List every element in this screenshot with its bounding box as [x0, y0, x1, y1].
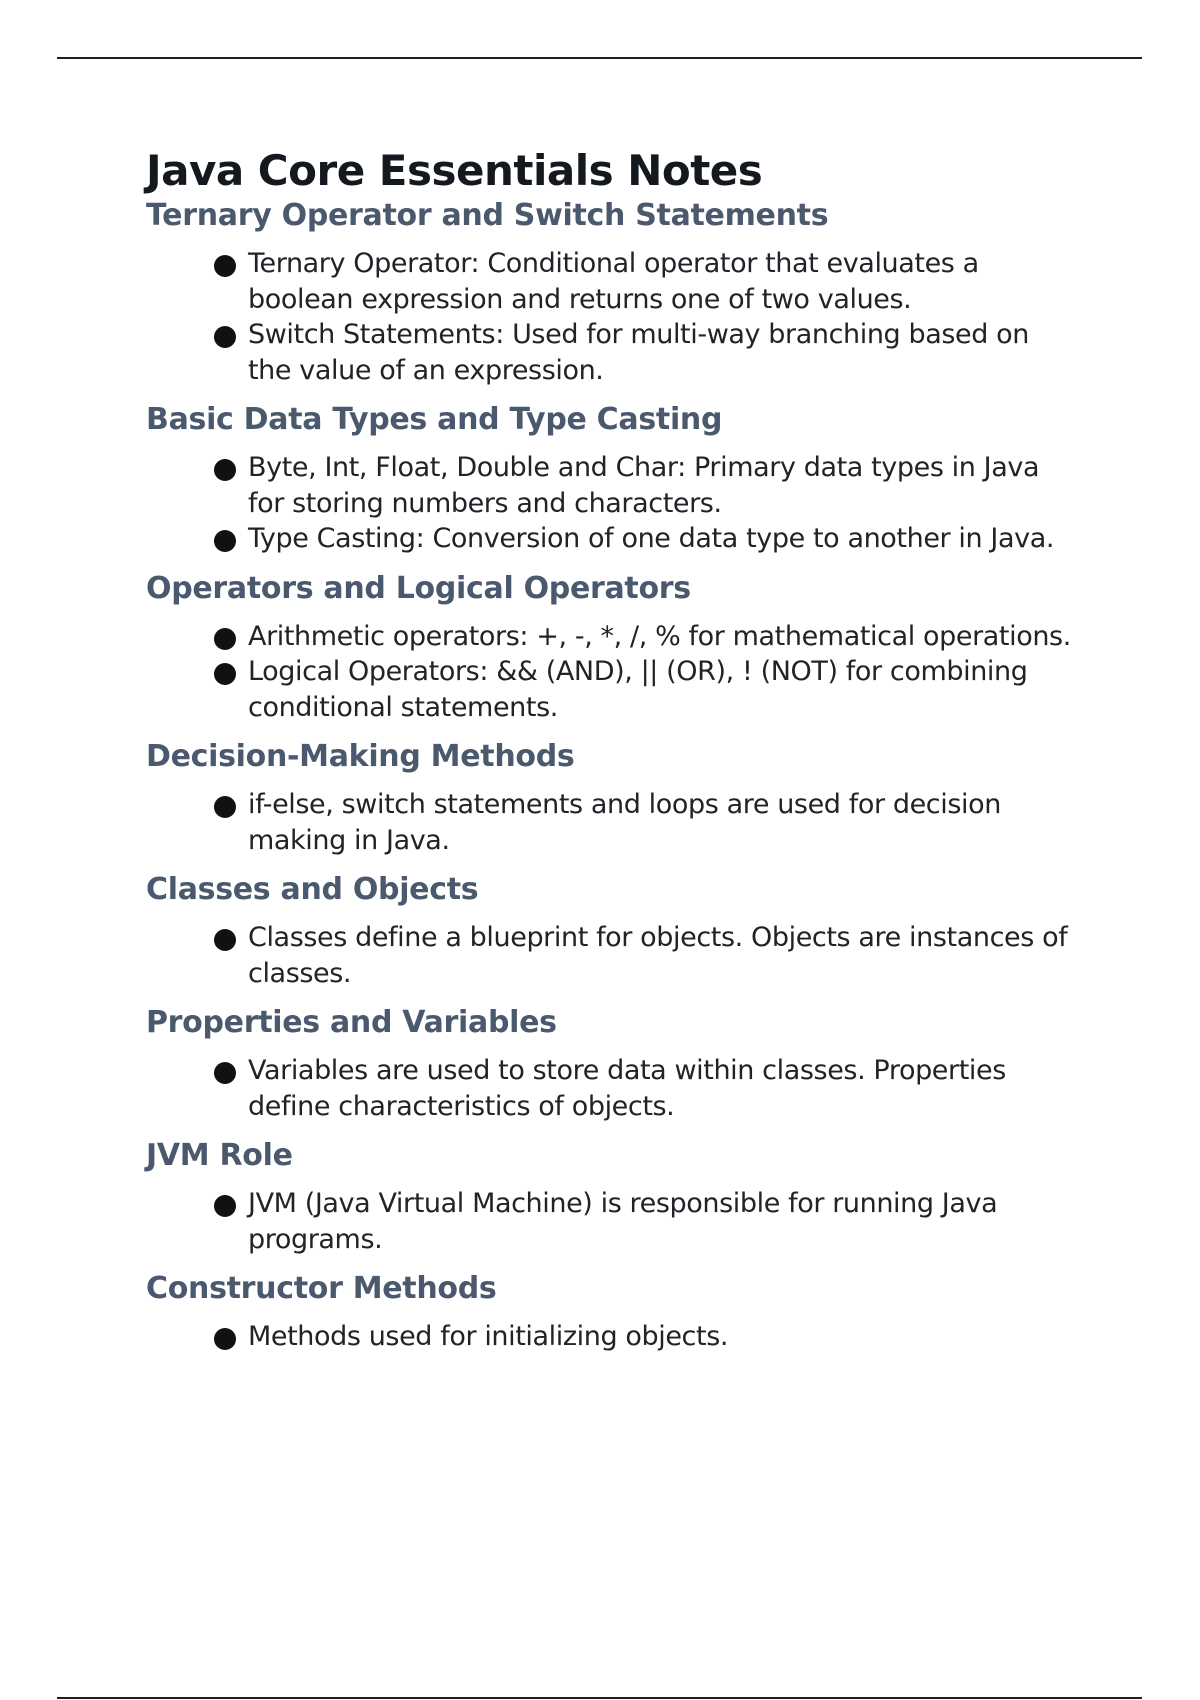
bullet-icon — [214, 796, 236, 818]
list-item — [248, 521, 1076, 557]
list-item — [248, 787, 1076, 858]
list-item — [248, 654, 1076, 725]
section-heading: Basic Data Types and Type Casting — [146, 402, 723, 437]
list-item-text: Byte, Int, Float, Double and Char: Primary data types in Java for storing numbers and characters. — [248, 452, 1040, 519]
section-heading: JVM Role — [146, 1138, 293, 1173]
bullet-icon — [214, 459, 236, 481]
list-item-text: Type Casting: Conversion of one data type to another in Java. — [248, 523, 1055, 554]
section — [146, 400, 1076, 557]
bullet-icon — [214, 255, 236, 277]
list-item-text: JVM (Java Virtual Machine) is responsible for running Java programs. — [248, 1188, 998, 1255]
section-heading: Ternary Operator and Switch Statements — [146, 198, 829, 233]
section — [146, 737, 1076, 858]
list-item-text: Switch Statements: Used for multi-way branching based on the value of an expression. — [248, 319, 1029, 386]
list-item — [248, 619, 1076, 655]
bullet-icon — [214, 530, 236, 552]
sections-container — [146, 196, 1076, 1355]
bullet-icon — [214, 929, 236, 951]
section — [146, 1136, 1076, 1257]
list-item — [248, 1053, 1076, 1124]
list-item-text: Arithmetic operators: +, -, *, /, % for mathematical operations. — [248, 620, 1071, 652]
bullet-list — [146, 450, 1076, 557]
bullet-list — [146, 619, 1076, 726]
list-item — [248, 450, 1076, 521]
document-body — [146, 146, 1076, 1367]
bullet-list — [146, 1186, 1076, 1257]
section — [146, 569, 1076, 726]
section — [146, 196, 1076, 388]
list-item-text: Variables are used to store data within classes. Properties define characteristics of objects. — [248, 1055, 1006, 1122]
list-item — [248, 920, 1076, 991]
list-item-text: Classes define a blueprint for objects. Objects are instances of classes. — [248, 922, 1068, 989]
bullet-list — [146, 1053, 1076, 1124]
list-item-text: Ternary Operator: Conditional operator that evaluates a boolean expression and returns one of two values. — [248, 248, 979, 315]
list-item-text: if-else, switch statements and loops are used for decision making in Java. — [248, 789, 1001, 856]
document-title: Java Core Essentials Notes — [146, 146, 763, 195]
section — [146, 1269, 1076, 1355]
top-divider — [57, 57, 1142, 59]
bullet-icon — [214, 326, 236, 348]
bullet-list — [146, 246, 1076, 388]
list-item — [248, 246, 1076, 317]
list-item — [248, 1186, 1076, 1257]
bullet-icon — [214, 1062, 236, 1084]
list-item-text: Methods used for initializing objects. — [248, 1321, 729, 1352]
bullet-list — [146, 920, 1076, 991]
section-heading: Properties and Variables — [146, 1005, 557, 1040]
section-heading: Operators and Logical Operators — [146, 570, 691, 606]
section — [146, 870, 1076, 991]
bullet-list — [146, 787, 1076, 858]
list-item — [248, 1319, 1076, 1355]
list-item-text: Logical Operators: && (AND), || (OR), ! (NOT) for combining conditional statements. — [248, 656, 1028, 723]
section-heading: Constructor Methods — [146, 1271, 497, 1306]
list-item — [248, 317, 1076, 388]
bullet-icon — [214, 1328, 236, 1350]
section-heading: Decision-Making Methods — [146, 739, 575, 774]
bullet-icon — [214, 1195, 236, 1217]
bullet-list — [146, 1319, 1076, 1355]
bullet-icon — [214, 628, 236, 650]
bullet-icon — [214, 663, 236, 685]
section — [146, 1003, 1076, 1124]
bottom-divider — [57, 1697, 1142, 1699]
section-heading: Classes and Objects — [146, 872, 479, 907]
